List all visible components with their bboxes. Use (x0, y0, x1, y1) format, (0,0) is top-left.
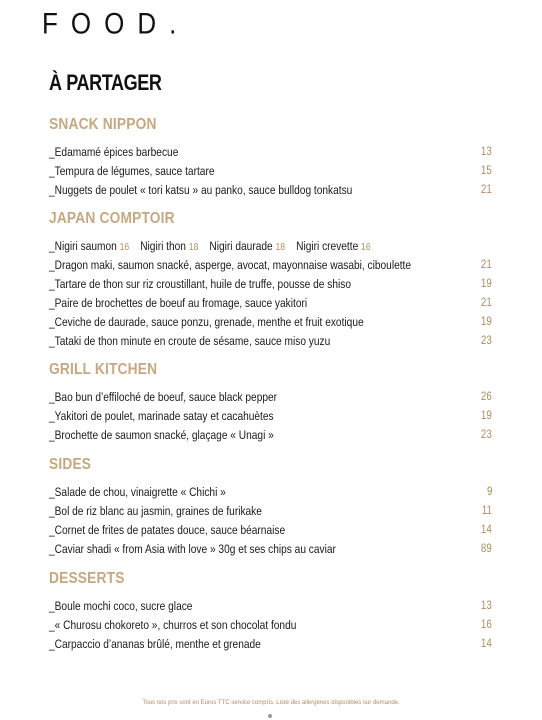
menu-item-price: 13 (481, 600, 492, 612)
menu-item-name: _Ceviche de daurade, sauce ponzu, grenade, menthe et fruit exotique (49, 315, 364, 329)
menu-item-name: _Bol de riz blanc au jasmin, graines de furikake (49, 504, 262, 518)
menu-item (49, 181, 492, 200)
nigiri-price: 18 (275, 241, 286, 253)
nigiri-name: Nigiri crevette (296, 239, 359, 253)
menu-item-name: _Dragon maki, saumon snacké, asperge, avocat, mayonnaise wasabi, ciboulette (49, 258, 412, 272)
menu-item-price: 19 (481, 410, 492, 422)
menu-item (49, 521, 492, 540)
menu-item-price: 23 (481, 429, 492, 441)
menu-item-price: 26 (481, 391, 492, 403)
nigiri-price: 16 (361, 241, 371, 253)
nigiri-row (49, 237, 492, 256)
menu-item-name: _Nuggets de poulet « tori katsu » au panko, sauce bulldog tonkatsu (49, 183, 353, 197)
page-title: À PARTAGER (49, 70, 162, 95)
nigiri-name: Nigiri thon (140, 239, 186, 253)
menu-item-price: 14 (481, 638, 492, 650)
section-grill-kitchen (49, 361, 492, 445)
menu-item-name: _Carpaccio d’ananas brûlé, menthe et grenade (49, 637, 261, 651)
footer-dot (268, 714, 272, 718)
nigiri-name: _Nigiri saumon (49, 239, 117, 253)
menu-item (49, 597, 492, 616)
menu-item-name: _Yakitori de poulet, marinade satay et cacahuètes (49, 409, 274, 423)
nigiri-name: Nigiri daurade (209, 239, 273, 253)
footer-note: Tous nos prix sont en Euros TTC service compris. Liste des allergènes disponibles sur demande. (142, 700, 400, 706)
menu-item-price: 21 (481, 259, 492, 271)
section-title: SNACK NIPPON (49, 116, 157, 133)
menu-item (49, 143, 492, 162)
nigiri-price: 18 (188, 241, 199, 253)
menu-item (49, 483, 492, 502)
menu-item (49, 540, 492, 559)
menu-item (49, 426, 492, 445)
section-title: DESSERTS (49, 570, 125, 587)
section-title: SIDES (49, 456, 92, 473)
menu-item-name: _Caviar shadi « from Asia with love » 30g et ses chips au caviar (49, 542, 336, 556)
menu-item-price: 9 (486, 486, 492, 498)
menu-item (49, 294, 492, 313)
menu-item (49, 162, 492, 181)
menu-item (49, 275, 492, 294)
menu-item-price: 15 (481, 165, 492, 177)
menu-item-price: 19 (481, 316, 492, 328)
menu-item (49, 388, 492, 407)
menu-item-price: 19 (481, 278, 492, 290)
menu-item-name: _Cornet de frites de patates douce, sauce béarnaise (49, 523, 286, 537)
menu-item-name: _Bao bun d’effiloché de boeuf, sauce black pepper (49, 390, 278, 404)
menu-item-name: _Paire de brochettes de boeuf au fromage, sauce yakitori (49, 296, 308, 310)
menu-item (49, 407, 492, 426)
section-sides (49, 456, 492, 559)
section-title: JAPAN COMPTOIR (49, 210, 175, 227)
menu-item-name: _Tempura de légumes, sauce tartare (49, 164, 215, 178)
menu-item-name: _Tataki de thon minute en croute de sésame, sauce miso yuzu (49, 334, 331, 348)
menu-item-price: 11 (481, 505, 492, 517)
menu-item-name: _Brochette de saumon snacké, glaçage « Unagi » (49, 428, 274, 442)
menu-item (49, 635, 492, 654)
section-snack-nippon (49, 116, 492, 200)
logo: FOOD. (42, 6, 190, 41)
menu-item-price: 16 (481, 619, 492, 631)
menu-item-name: _Boule mochi coco, sucre glace (49, 599, 193, 613)
menu-item-name: _Edamamé épices barbecue (49, 145, 179, 159)
menu-item-price: 23 (481, 335, 492, 347)
menu-item-name: _« Churosu chokoreto », churros et son chocolat fondu (49, 618, 297, 632)
section-japan-comptoir (49, 210, 492, 351)
section-desserts (49, 570, 492, 654)
nigiri-price: 16 (119, 241, 130, 253)
menu-item-price: 21 (481, 297, 492, 309)
menu-item (49, 502, 492, 521)
nigiri-list (49, 237, 371, 257)
menu-item-price: 13 (481, 146, 492, 158)
menu-item-name: _Tartare de thon sur riz croustillant, huile de truffe, pousse de shiso (49, 277, 351, 291)
menu-item (49, 616, 492, 635)
menu-item (49, 332, 492, 351)
menu-item-price: 89 (481, 543, 492, 555)
menu-item-name: _Salade de chou, vinaigrette « Chichi » (49, 485, 226, 499)
menu-item (49, 256, 492, 275)
menu-item-price: 21 (481, 184, 492, 196)
menu-item (49, 313, 492, 332)
menu-item-price: 14 (481, 524, 492, 536)
section-title: GRILL KITCHEN (49, 361, 158, 378)
